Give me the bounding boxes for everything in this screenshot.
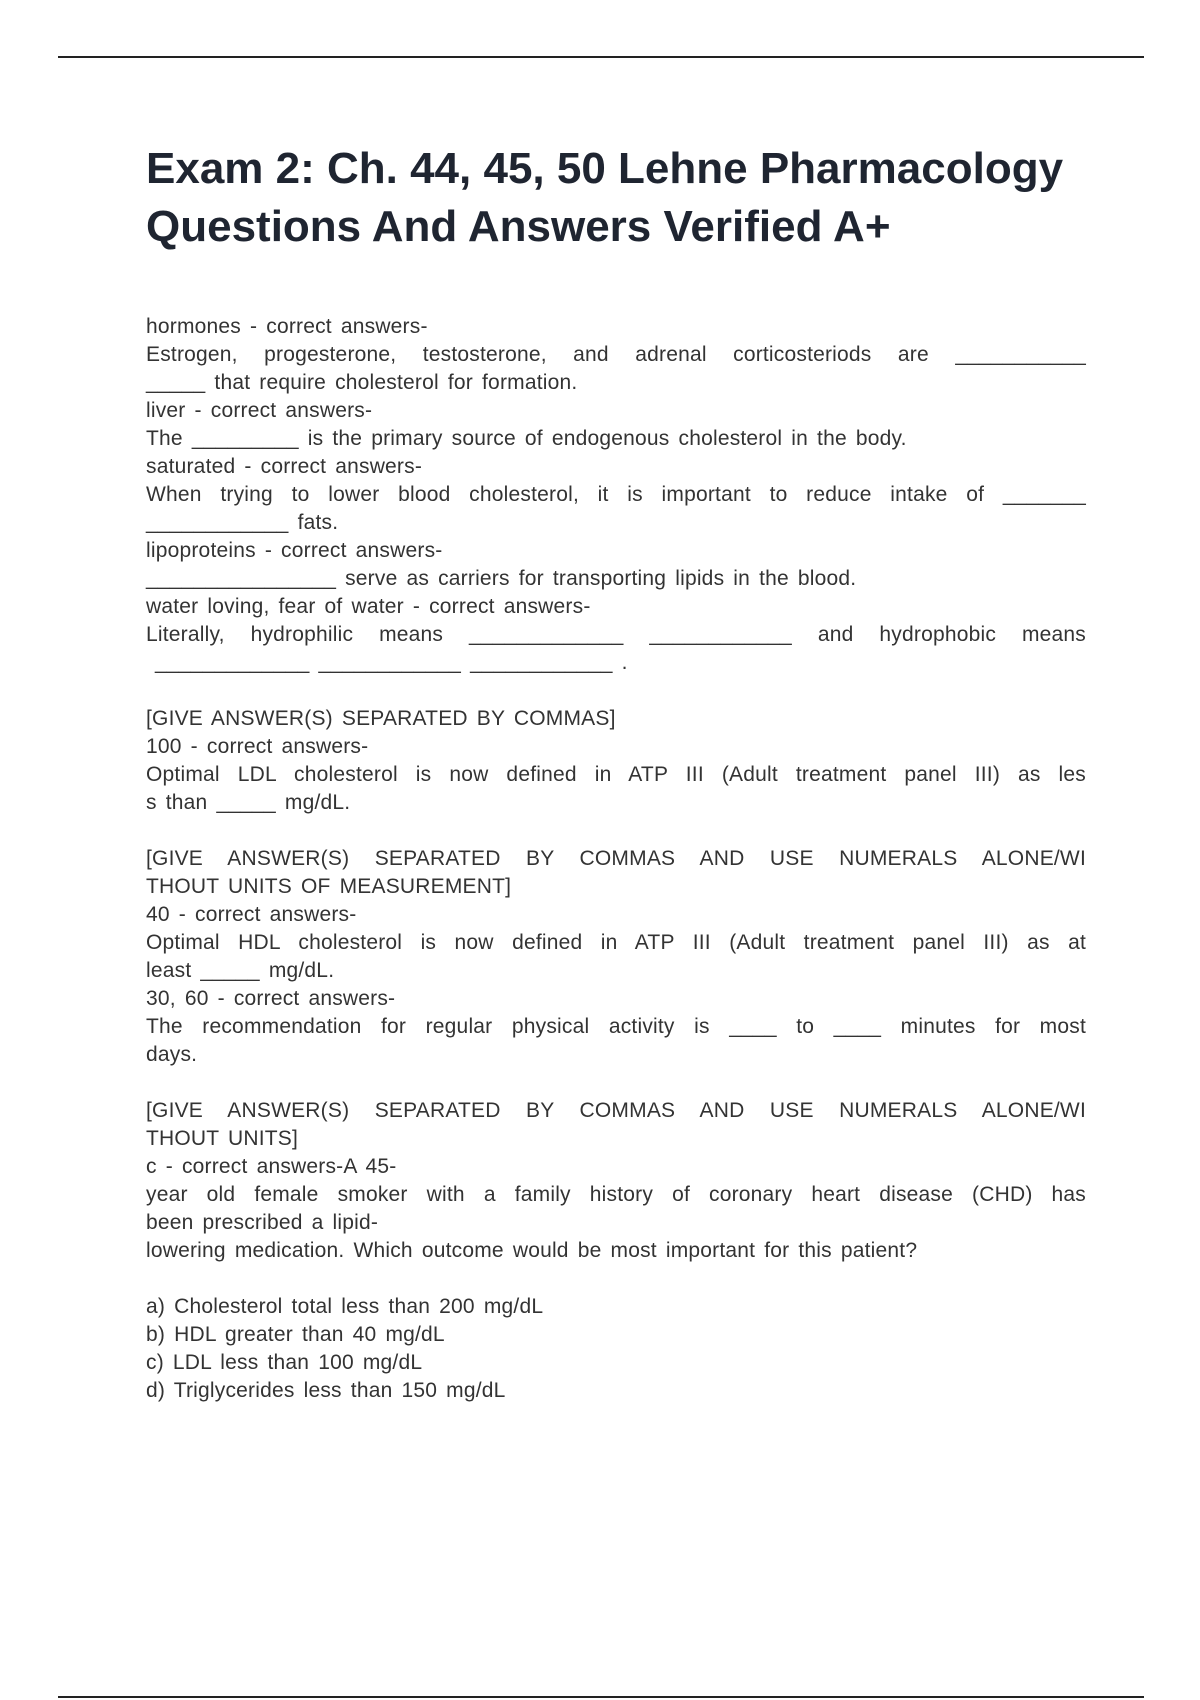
answer-line: lipoproteins - correct answers- xyxy=(146,539,443,562)
question-line: _____ that require cholesterol for formation. xyxy=(146,371,578,394)
answer-line: 40 - correct answers- xyxy=(146,903,357,926)
question-line: _____________ ____________ ____________ . xyxy=(146,651,628,674)
option-b: b) HDL greater than 40 mg/dL xyxy=(146,1323,445,1346)
question-line: When trying to lower blood cholesterol, it is important to reduce intake of _______ xyxy=(146,483,1086,506)
answer-line: hormones - correct answers- xyxy=(146,315,428,338)
answer-line: water loving, fear of water - correct answers- xyxy=(146,595,591,618)
answer-line: liver - correct answers- xyxy=(146,399,373,422)
document-body xyxy=(146,313,1086,1405)
question-line: lowering medication. Which outcome would be most important for this patient? xyxy=(146,1239,918,1262)
question-line: Optimal HDL cholesterol is now defined in ATP III (Adult treatment panel III) as at xyxy=(146,931,1086,954)
answer-options xyxy=(146,1293,1086,1405)
option-c: c) LDL less than 100 mg/dL xyxy=(146,1351,423,1374)
question-line: s than _____ mg/dL. xyxy=(146,791,351,814)
instruction-line: THOUT UNITS] xyxy=(146,1127,299,1150)
question-line: Optimal LDL cholesterol is now defined in ATP III (Adult treatment panel III) as les xyxy=(146,763,1086,786)
question-line: ____________ fats. xyxy=(146,511,339,534)
bottom-divider xyxy=(58,1696,1144,1698)
instruction-line: [GIVE ANSWER(S) SEPARATED BY COMMAS AND USE NUMERALS ALONE/WI xyxy=(146,847,1086,870)
instruction-line: [GIVE ANSWER(S) SEPARATED BY COMMAS] xyxy=(146,707,616,730)
answer-line: 100 - correct answers- xyxy=(146,735,369,758)
question-line: days. xyxy=(146,1043,198,1066)
question-line: The recommendation for regular physical activity is ____ to ____ minutes for most xyxy=(146,1015,1086,1038)
option-d: d) Triglycerides less than 150 mg/dL xyxy=(146,1379,506,1402)
question-line: The _________ is the primary source of endogenous cholesterol in the body. xyxy=(146,427,907,450)
question-line: year old female smoker with a family history of coronary heart disease (CHD) has xyxy=(146,1183,1086,1206)
spacer xyxy=(146,1069,1086,1097)
spacer xyxy=(146,677,1086,705)
question-line: ________________ serve as carriers for transporting lipids in the blood. xyxy=(146,567,857,590)
question-line: been prescribed a lipid- xyxy=(146,1211,379,1234)
spacer xyxy=(146,817,1086,845)
question-line: Literally, hydrophilic means _____________ ____________ and hydrophobic means xyxy=(146,623,1086,646)
spacer xyxy=(146,1265,1086,1293)
answer-line: 30, 60 - correct answers- xyxy=(146,987,396,1010)
answer-line: saturated - correct answers- xyxy=(146,455,423,478)
document-title: Exam 2: Ch. 44, 45, 50 Lehne Pharmacology Questions And Answers Verified A+ xyxy=(146,144,1064,251)
question-line: least _____ mg/dL. xyxy=(146,959,335,982)
instruction-line: THOUT UNITS OF MEASUREMENT] xyxy=(146,875,512,898)
top-divider xyxy=(58,56,1144,58)
answer-line: c - correct answers-A 45- xyxy=(146,1155,397,1178)
question-line: Estrogen, progesterone, testosterone, and adrenal corticosteriods are ___________ xyxy=(146,343,1086,366)
option-a: a) Cholesterol total less than 200 mg/dL xyxy=(146,1295,544,1318)
instruction-line: [GIVE ANSWER(S) SEPARATED BY COMMAS AND USE NUMERALS ALONE/WI xyxy=(146,1099,1086,1122)
